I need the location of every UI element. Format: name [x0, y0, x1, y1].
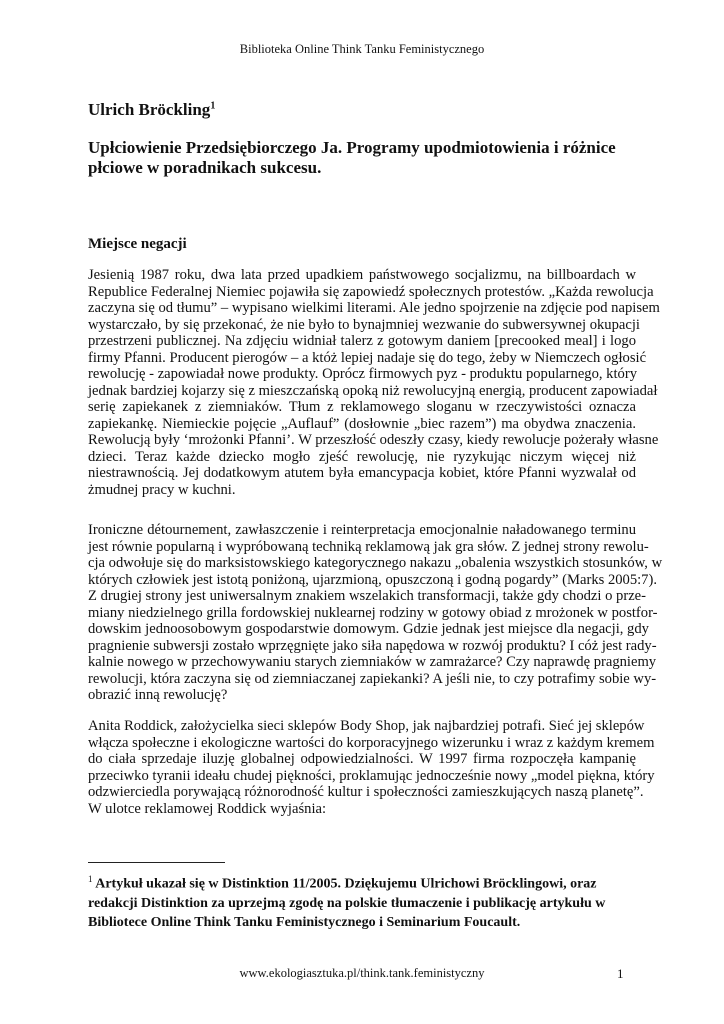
text-line: W ulotce reklamowej Roddick wyjaśnia:: [88, 800, 327, 817]
author-name: [88, 100, 215, 120]
text-line: serię zapiekanek z ziemniaków. Tłum z reklamowego sloganu w rzeczywistości oznacza: [88, 399, 636, 415]
text-line: zaczyna się od tłumu” – wypisano wielkimi literami. Ale jedno spojrzenie na zdjęcie pod napisem: [88, 300, 660, 316]
footnote: [88, 870, 648, 932]
paragraph-2: [88, 522, 663, 704]
text-line: jest równie popularną i wypróbowaną techniką reklamową jak gra słów. Z jednej strony rewolu-: [88, 538, 649, 555]
text-line: odzwierciedla porywającą różnorodność kultur i społeczności zamieszkujących naszą planetę”.: [88, 784, 644, 800]
text-line: Anita Roddick, założycielka sieci sklepów Body Shop, jak najbardziej potrafi. Sieć jej sklepów: [88, 718, 645, 734]
article-title: [88, 138, 648, 178]
text-line: miany niedzielnego grilla fordowskiej nuklearnej rodziny w gotowy obiad z mrożonek w postfor-: [88, 604, 658, 621]
footnote-ref[interactable]: 1: [210, 100, 216, 112]
paragraph-3: [88, 718, 655, 817]
text-line: Jesienią 1987 roku, dwa lata przed upadkiem państwowego socjalizmu, na billboardach w: [88, 267, 636, 283]
footnote-number: 1: [88, 874, 93, 884]
author-text: Ulrich Bröckling: [88, 100, 211, 119]
text-line: niestrawnością. Jej dodatkowym atutem była emancypacja kobiet, które Pfanni wyzwalał od: [88, 465, 636, 481]
paragraph-1: [88, 267, 660, 498]
text-line: Rewolucją były ‘mrożonki Pfanni’. W przeszłość odeszły czasy, kiedy rewolucje pożerały własne: [88, 432, 659, 448]
text-line: Z drugiej strony jest uniwersalnym znakiem wszelakich transformacji, także gdy chodzi o prze-: [88, 588, 647, 604]
footnote-line: redakcji Distinktion za uprzejmą zgodę na polskie tłumaczenie i publikację artykułu w: [88, 895, 606, 911]
running-header: Biblioteka Online Think Tanku Feministycznego: [239, 42, 485, 56]
title-line: płciowe w poradnikach sukcesu.: [88, 158, 322, 177]
text-line: pragnienie subwersji zostało wprzęgnięte jako siła napędowa w rozwój produktu? I cóż jest rady-: [88, 637, 657, 654]
text-line: Republice Federalnej Niemiec pojawiła się zapowiedź społecznych protestów. „Każda rewolucja: [88, 283, 654, 300]
text-line: kalnie nowego w przechowywaniu starych ziemniaków w zamrażarce? Czy naprawdę pragniemy: [88, 654, 657, 670]
page-number: 1: [617, 966, 624, 981]
text-line: rewolucji, która zaczyna się od ziemniaczanej zapiekanki? A jeśli nie, to czy potrafimy sobie wy-: [88, 670, 657, 687]
section-heading: Miejsce negacji: [88, 236, 187, 252]
text-line: włącza społeczne i ekologiczne wartości do korporacyjnego wizerunku i wraz z każdym kremem: [88, 734, 655, 751]
text-line: wystarczało, by się przekonać, że nie było to bynajmniej wezwanie do subwersywnej okupacji: [88, 316, 640, 333]
text-line: dowskim jednoosobowym gospodarstwie domowym. Gdzie jednak jest miejsce dla negacji, gdy: [88, 621, 649, 637]
footnote-line: Bibliotece Online Think Tanku Feministycznego i Seminarium Foucault.: [88, 914, 521, 930]
text-line: jednak bardziej kojarzy się z mieszczańską opoką niż rewolucyjną energią, producent zapowiadał: [88, 382, 658, 399]
title-line: Upłciowienie Przedsiębiorczego Ja. Programy upodmiotowienia i różnice: [88, 138, 616, 157]
text-line: obrazić inną rewolucję?: [88, 687, 228, 703]
text-line: cja odwołuje się do marksistowskiego kategorycznego nakazu „obalenia wszystkich stosunków, w: [88, 555, 663, 571]
text-line: przeciwko tyranii ideału chudej piękności, proklamując jednocześnie nowy „model piękna, który: [88, 767, 655, 784]
text-line: rewolucję - zapowiadał nowe produkty. Oprócz firmowych pyz - produktu popularnego, który: [88, 366, 637, 382]
text-line: których człowiek jest istotą poniżoną, ujarzmioną, opuszczoną i godną pogardy” (Marks 2005:7).: [88, 571, 657, 588]
text-line: zapiekankę. Niemieckie pojęcie „Auflauf” (dosłownie „biec razem”) ma obydwa znaczenia.: [88, 415, 636, 432]
text-line: firmy Pfanni. Producent pierogów – a któż lepiej nadaje się do tego, żeby w Niemczech ogłosić: [88, 349, 647, 366]
text-line: żmudnej pracy w kuchni.: [88, 481, 236, 498]
text-line: do ciała sprzedaje iluzję globalnej odpowiedzialności. W 1997 firma rozpoczęła kampanię: [88, 751, 636, 767]
footnote-divider: [88, 862, 225, 863]
text-line: Ironiczne détournement, zawłaszczenie i reinterpretacja emocjonalnie naładowanego terminu: [88, 522, 636, 538]
footnote-text: Artykuł ukazał się w Distinktion 11/2005. Dziękujemu Ulrichowi Bröcklingowi, oraz: [95, 876, 597, 892]
text-line: dzieci. Teraz każde dziecko mogło zjeść rewolucję, nie ryzykując niczym więcej niż: [88, 448, 636, 465]
footnote-line: [88, 870, 648, 894]
text-line: przestrzeni publicznej. Na zdjęciu widniał talerz z gotowym daniem [precooked meal] i logo: [88, 333, 636, 349]
footer-url[interactable]: www.ekologiasztuka.pl/think.tank.feministyczny: [239, 966, 485, 980]
